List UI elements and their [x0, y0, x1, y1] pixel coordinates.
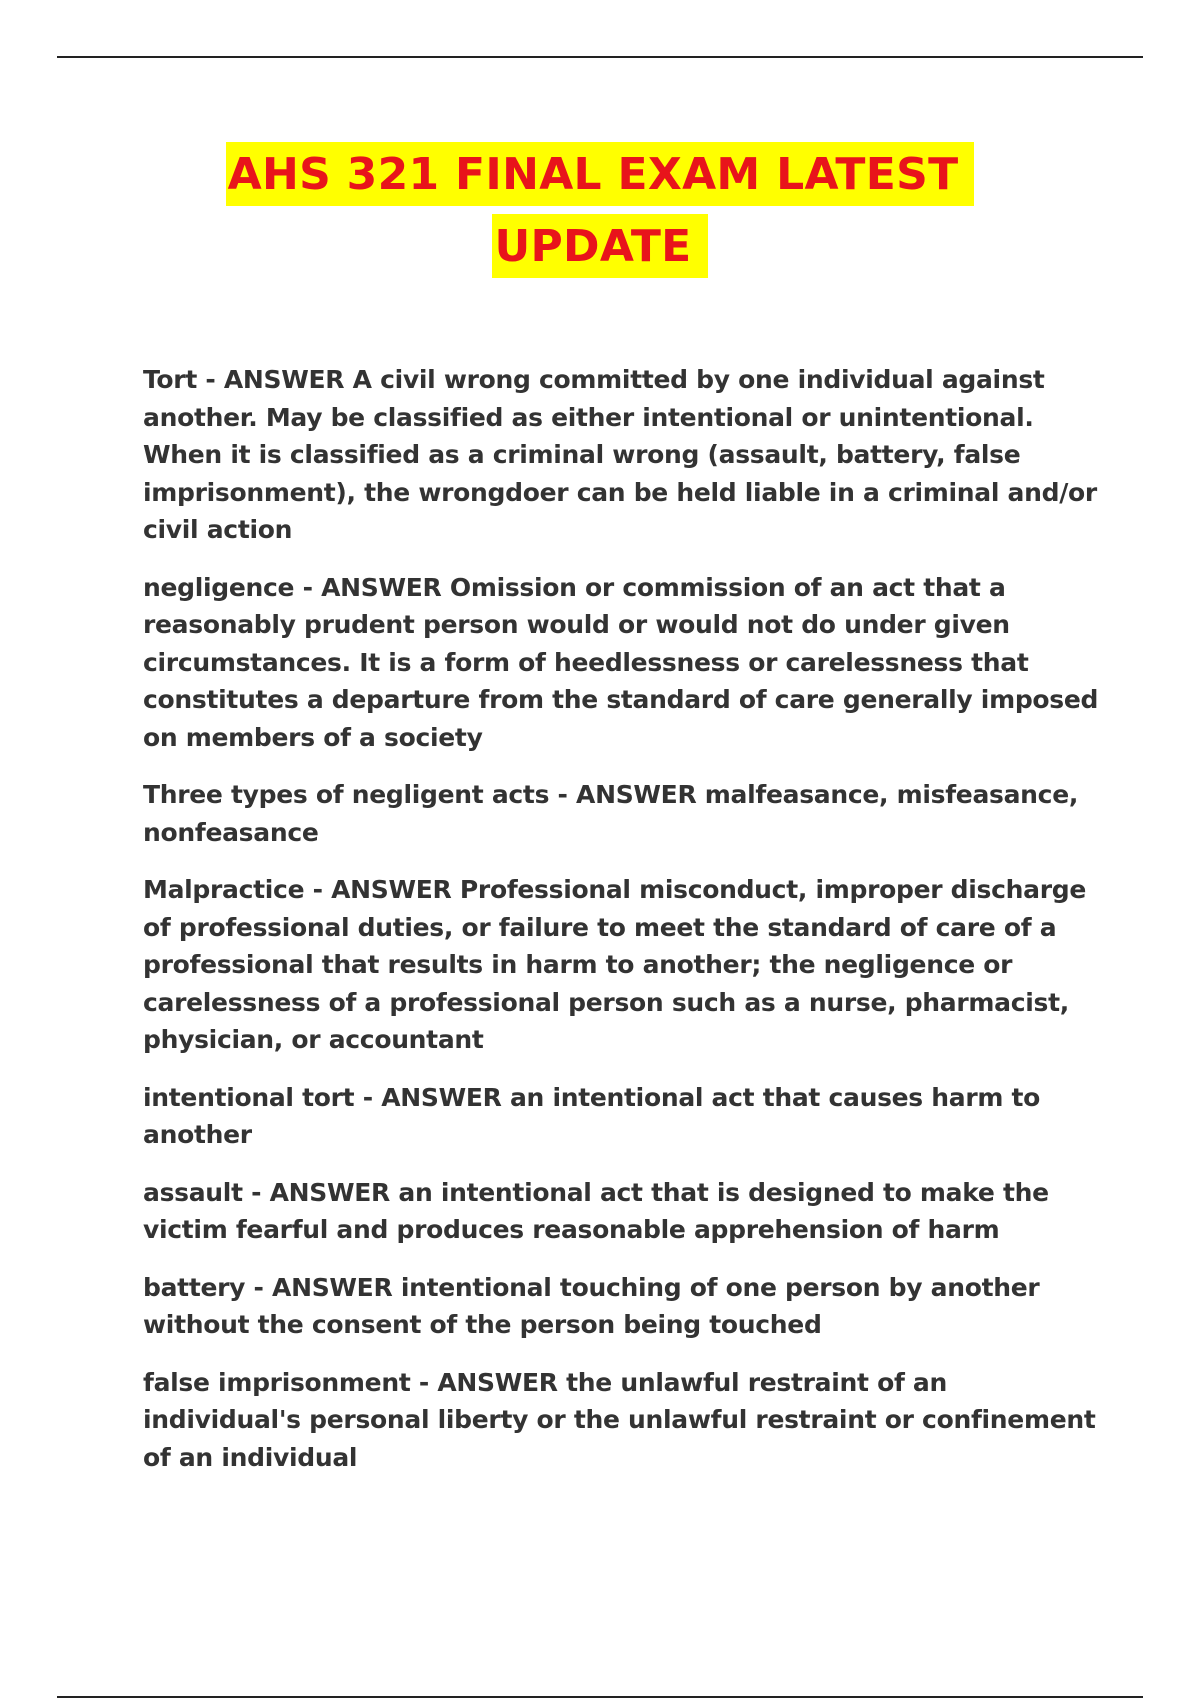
qa-entry-false-imprisonment: false imprisonment - ANSWER the unlawful restraint of an individual's personal liberty or the unlawful restraint or confinement of an individual — [143, 1367, 1096, 1472]
qa-entry-negligence: negligence - ANSWER Omission or commission of an act that a reasonably prudent person would or would not do under given circumstances. It is a form of heedlessness or carelessness that constitutes a departure from the standard of care generally imposed on members of a society — [143, 572, 1099, 752]
qa-entry-battery: battery - ANSWER intentional touching of one person by another without the consent of the person being touched — [143, 1272, 1040, 1339]
qa-list — [143, 361, 1103, 1496]
top-divider — [57, 56, 1143, 58]
title-line-2: UPDATE — [492, 214, 707, 278]
qa-entry-negligent-acts: Three types of negligent acts - ANSWER malfeasance, misfeasance, nonfeasance — [143, 780, 1079, 847]
qa-entry-malpractice: Malpractice - ANSWER Professional misconduct, improper discharge of professional duties, or failure to meet the standard of care of a professional that results in harm to another; the negligence or carelessness of a professional person such as a nurse, pharmacist, physician, or accountant — [143, 875, 1086, 1054]
bottom-divider — [57, 1696, 1143, 1698]
document-title — [0, 142, 1200, 286]
qa-entry-intentional-tort: intentional tort - ANSWER an intentional act that causes harm to another — [143, 1082, 1041, 1149]
qa-entry-tort: Tort - ANSWER A civil wrong committed by one individual against another. May be classified as either intentional or unintentional. When it is classified as a criminal wrong (assault, battery, false imprisonment), the wrongdoer can be held liable in a criminal and/or civil action — [143, 365, 1097, 544]
qa-entry-assault: assault - ANSWER an intentional act that is designed to make the victim fearful and produces reasonable apprehension of harm — [143, 1177, 1049, 1244]
title-line-1: AHS 321 FINAL EXAM LATEST — [226, 142, 975, 206]
